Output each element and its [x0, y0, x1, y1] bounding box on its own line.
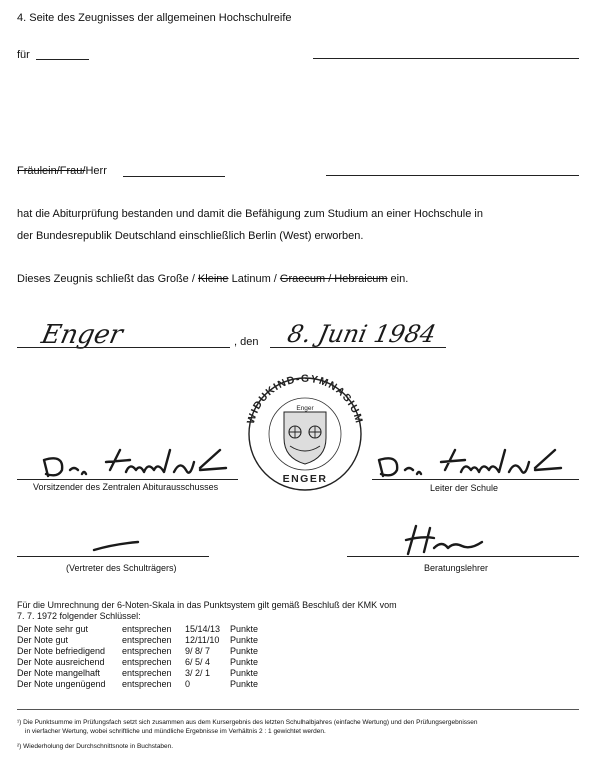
body-line-2: der Bundesrepublik Deutschland einschließlich Berlin (West) erworben. — [17, 230, 364, 242]
caption-chair: Vorsitzender des Zentralen Abiturausschusses — [33, 482, 219, 492]
date-line — [270, 347, 446, 348]
signature-counselor — [398, 520, 488, 560]
grade-row — [17, 635, 277, 646]
grade-row — [17, 657, 277, 668]
latinum-struck-graecum: Graecum / Hebraicum — [279, 273, 388, 285]
grade-unit: Punkte — [230, 679, 259, 689]
grade-label: Der Note mangelhaft — [17, 668, 101, 678]
footnote-separator — [17, 709, 579, 710]
caption-school-authority: (Vertreter des Schulträgers) — [66, 563, 177, 573]
grade-verb: entsprechen — [122, 646, 172, 656]
footnote-1-line-2: in vierfacher Wertung, wobei schriftliche und mündliche Ergebnisse im Verhältnis 2 : 1 gewichtet werden. — [25, 728, 326, 735]
latinum-struck-kleine: Kleine — [197, 273, 229, 285]
stamp-inner-text: Enger — [296, 405, 314, 412]
stamp-ring-text: WIDUKIND-GYMNASIUM — [244, 372, 366, 426]
grade-label: Der Note ausreichend — [17, 657, 105, 667]
salutation-struck: Fräulein/Frau/ — [17, 165, 86, 177]
grade-points: 6/ 5/ 4 — [185, 657, 211, 667]
grade-unit: Punkte — [230, 624, 259, 634]
signature-line-headmaster — [372, 479, 579, 480]
date-handwritten: 8. Juni 1984 — [285, 320, 439, 348]
salutation-blank-line — [123, 176, 225, 177]
grade-row — [17, 679, 277, 690]
signature-school-authority — [90, 536, 150, 556]
place-line — [17, 347, 230, 348]
page-heading: 4. Seite des Zeugnisses der allgemeinen Hochschulreife — [17, 12, 292, 24]
grade-points: 3/ 2/ 1 — [185, 668, 211, 678]
signature-line-counselor — [347, 556, 579, 557]
grade-row — [17, 646, 277, 657]
grade-points: 15/14/13 — [185, 624, 221, 634]
grade-row — [17, 624, 277, 635]
grade-verb: entsprechen — [122, 624, 172, 634]
grade-label: Der Note gut — [17, 635, 69, 645]
grade-verb: entsprechen — [122, 635, 172, 645]
caption-headmaster: Leiter der Schule — [430, 483, 499, 493]
grade-row — [17, 668, 277, 679]
grade-unit: Punkte — [230, 646, 259, 656]
signature-headmaster-upper — [375, 440, 575, 480]
name-blank-line-top-right — [313, 58, 579, 59]
grade-label: Der Note ungenügend — [17, 679, 106, 689]
grade-points: 0 — [185, 679, 191, 689]
latinum-suffix: ein. — [387, 273, 409, 285]
grade-unit: Punkte — [230, 635, 259, 645]
grade-verb: entsprechen — [122, 657, 172, 667]
grade-verb: entsprechen — [122, 679, 172, 689]
den-label: , den — [234, 336, 259, 348]
body-line-1: hat die Abiturprüfung bestanden und damit die Befähigung zum Studium an einer Hochschule in — [17, 208, 483, 220]
grade-label: Der Note befriedigend — [17, 646, 106, 656]
signature-chair-upper — [40, 440, 240, 480]
grade-verb: entsprechen — [122, 668, 172, 678]
grade-points: 9/ 8/ 7 — [185, 646, 211, 656]
fuer-label: für — [17, 49, 30, 61]
conversion-intro-2: 7. 7. 1972 folgender Schlüssel: — [17, 611, 141, 621]
footnote-1-line-1: ¹) Die Punktsumme im Prüfungsfach setzt sich zusammen aus dem Kursergebnis des letzten Schulhalbjahres (einfache Wertung) und den Prüfungsergebnissen — [17, 719, 478, 726]
grade-unit: Punkte — [230, 657, 259, 667]
latinum-middle: Latinum / — [228, 273, 280, 285]
grade-unit: Punkte — [230, 668, 259, 678]
latinum-line — [17, 273, 408, 285]
footnote-2: ²) Wiederholung der Durchschnittsnote in Buchstaben. — [17, 743, 174, 750]
place-handwritten: Enger — [38, 320, 126, 350]
salutation — [17, 165, 107, 177]
school-stamp — [240, 372, 370, 492]
grade-label: Der Note sehr gut — [17, 624, 89, 634]
birth-blank-line — [326, 175, 579, 176]
conversion-intro-1: Für die Umrechnung der 6-Noten-Skala in das Punktsystem gilt gemäß Beschluß der KMK vom — [17, 600, 397, 610]
stamp-bottom-text: ENGER — [282, 473, 328, 485]
signature-line-school-authority — [17, 556, 209, 557]
caption-counselor: Beratungslehrer — [424, 563, 489, 573]
grade-points: 12/11/10 — [185, 635, 220, 645]
latinum-prefix: Dieses Zeugnis schließt das Große / — [17, 273, 198, 285]
fuer-blank-line — [36, 59, 89, 60]
signature-line-chair — [17, 479, 238, 480]
salutation-active: Herr — [85, 165, 107, 177]
